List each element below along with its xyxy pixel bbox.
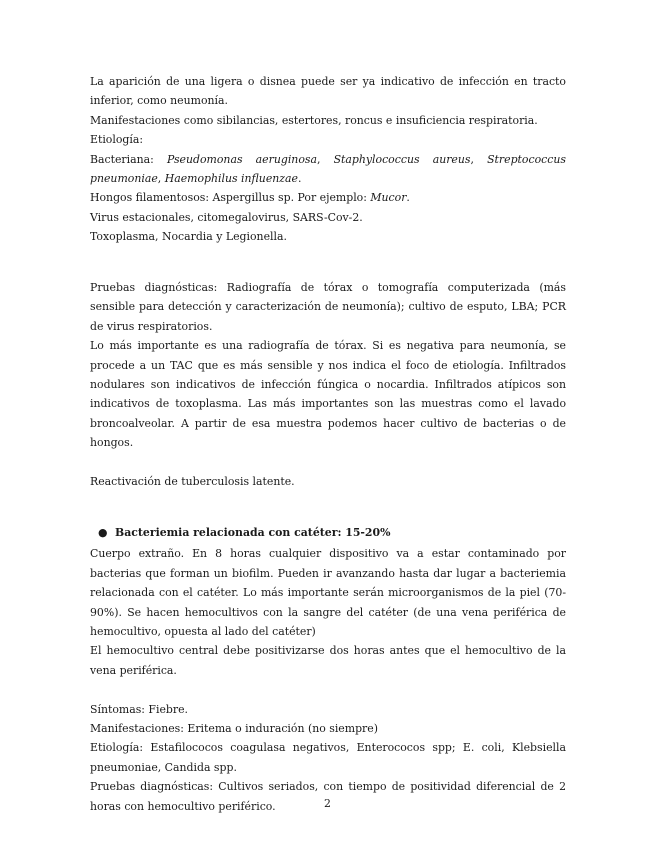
- organism-streptococcus: Streptococcus pneumoniae: [90, 152, 566, 186]
- paragraph-tuberculosis: Reactivación de tuberculosis latente.: [90, 475, 295, 489]
- separator: ,: [316, 152, 334, 166]
- section-heading-catheter-bacteremia: [90, 523, 566, 542]
- paragraph-catheter-diagnostics: Pruebas diagnósticas: Cultivos seriados, con tiempo de positividad diferencial de 2 horas con hemocultivo periférico.: [90, 780, 566, 813]
- paragraph-other-etiology: Toxoplasma, Nocardia y Legionella.: [90, 230, 287, 244]
- organism-mucor: Mucor: [370, 191, 407, 205]
- period: .: [297, 172, 302, 186]
- separator: ,: [157, 172, 165, 186]
- paragraph-catheter-etiology: Etiología: Estafilococos coagulasa negativos, Enterococos spp; E. coli, Klebsiella pneumoniae, Candida spp.: [90, 741, 566, 774]
- page-content: [90, 72, 566, 816]
- period: .: [406, 191, 410, 205]
- paragraph-diagnostic-tests: Pruebas diagnósticas: Radiografía de tórax o tomografía computerizada (más sensible para detección y caracterización de neumonía); cultivo de esputo, LBA; PCR de virus respiratorios.: [90, 281, 566, 333]
- paragraph-bacterial-etiology: [90, 150, 566, 189]
- page-number: 2: [324, 797, 331, 810]
- paragraph-symptoms: Síntomas: Fiebre.: [90, 702, 188, 716]
- paragraph-viral-etiology: Virus estacionales, citomegalovirus, SARS-Cov-2.: [90, 210, 363, 224]
- organism-pseudomonas: Pseudomonas aeruginosa: [166, 152, 317, 166]
- bullet-icon: ●: [98, 525, 108, 539]
- paragraph-dyspnea: La aparición de una ligera o disnea puede ser ya indicativo de infección en tracto inferior, como neumonía.: [90, 75, 566, 108]
- bacterial-prefix: Bacteriana:: [90, 152, 167, 166]
- paragraph-catheter-manifestations: Manifestaciones: Eritema o induración (no siempre): [90, 721, 378, 735]
- paragraph-foreign-body: Cuerpo extraño. En 8 horas cualquier dispositivo va a estar contaminado por bacterias que forman un biofilm. Pueden ir avanzando hasta dar lugar a bacteriemia relacionada con el catéter. Lo más importante serán microorganismos de la piel (70-90%). Se hacen hemocultivos con la sangre del catéter (de una vena periférica de hemocultivo, opuesta al lado del catéter): [90, 547, 566, 638]
- paragraph-central-culture: El hemocultivo central debe positivizarse dos horas antes que el hemocultivo de la vena periférica.: [90, 644, 566, 677]
- paragraph-etiology-label: Etiología:: [90, 133, 144, 147]
- paragraph-radiography: Lo más importante es una radiografía de tórax. Si es negativa para neumonía, se procede a un TAC que es más sensible y nos indica el foco de etiología. Infiltrados nodulares son indicativos de infección fúngica o nocardia. Infiltrados atípicos son indicativos de toxoplasma. Las más importantes son las muestras como el lavado broncoalveolar. A partir de esa muestra podemos hacer cultivo de bacterias o de hongos.: [90, 339, 566, 450]
- organism-haemophilus: Haemophilus influenzae: [164, 172, 298, 186]
- organism-staphylococcus: Staphylococcus aureus: [333, 152, 471, 166]
- fungal-prefix: Hongos filamentosos: Aspergillus sp. Por ejemplo:: [90, 191, 371, 205]
- paragraph-fungal-etiology: [90, 188, 566, 207]
- separator: ,: [470, 152, 488, 166]
- section-heading-text: Bacteriemia relacionada con catéter: 15-20%: [115, 525, 391, 539]
- paragraph-manifestations: Manifestaciones como sibilancias, estertores, roncus e insuficiencia respiratoria.: [90, 113, 538, 127]
